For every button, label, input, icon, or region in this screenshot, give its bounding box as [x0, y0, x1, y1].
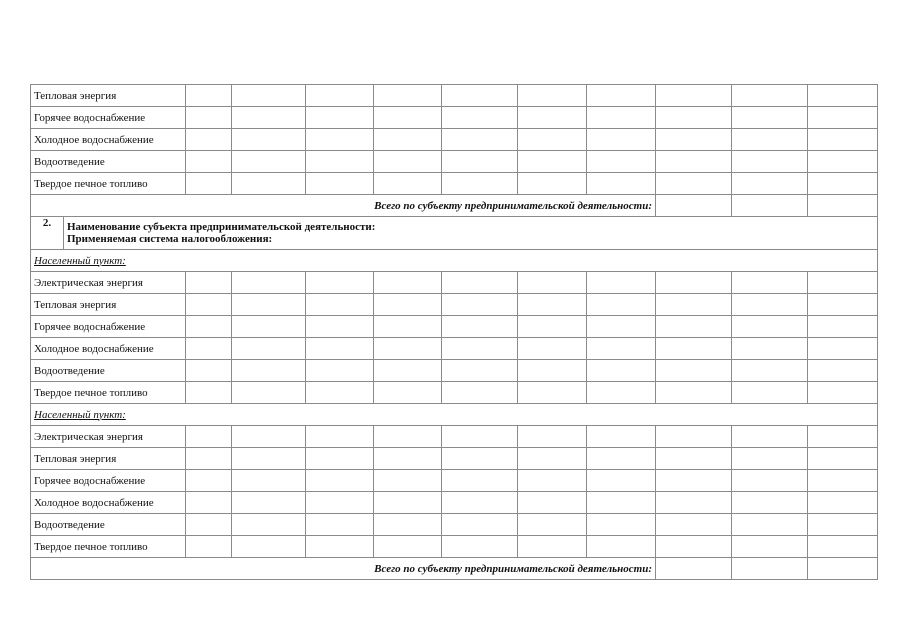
table-cell[interactable]	[732, 448, 808, 470]
table-cell[interactable]	[587, 470, 656, 492]
table-cell[interactable]	[442, 107, 518, 129]
table-cell[interactable]	[518, 470, 587, 492]
table-cell[interactable]	[656, 173, 732, 195]
table-cell[interactable]	[732, 360, 808, 382]
table-cell[interactable]	[442, 492, 518, 514]
row-label: Тепловая энергия	[31, 448, 186, 470]
table-cell[interactable]	[732, 382, 808, 404]
row-label: Твердое печное топливо	[31, 536, 186, 558]
table-cell[interactable]	[732, 107, 808, 129]
table-cell[interactable]	[518, 360, 587, 382]
table-cell[interactable]	[808, 129, 878, 151]
table-cell[interactable]	[656, 195, 732, 217]
table-cell[interactable]	[518, 107, 587, 129]
table-cell[interactable]	[306, 426, 374, 448]
table-row	[31, 470, 878, 492]
row-label: Твердое печное топливо	[31, 173, 186, 195]
table-cell[interactable]	[442, 173, 518, 195]
table-cell[interactable]	[374, 107, 442, 129]
table-cell[interactable]	[732, 129, 808, 151]
table-cell[interactable]	[374, 470, 442, 492]
table-cell[interactable]	[732, 316, 808, 338]
total-label: Всего по субъекту предпринимательской деятельности:	[31, 558, 656, 580]
row-label: Холодное водоснабжение	[31, 338, 186, 360]
table-cell[interactable]	[518, 514, 587, 536]
utilities-table	[30, 84, 878, 580]
tax-system-label: Применяемая система налогообложения:	[67, 233, 273, 245]
locality-label: Населенный пункт:	[31, 250, 878, 272]
table-cell[interactable]	[306, 316, 374, 338]
entity-number: 2.	[31, 217, 64, 250]
table-row	[31, 129, 878, 151]
table-cell[interactable]	[808, 272, 878, 294]
table-cell[interactable]	[442, 129, 518, 151]
table-cell[interactable]	[808, 107, 878, 129]
table-cell[interactable]	[186, 85, 232, 107]
table-cell[interactable]	[186, 173, 232, 195]
table-cell[interactable]	[656, 492, 732, 514]
total-row	[31, 558, 878, 580]
table-cell[interactable]	[732, 85, 808, 107]
table-cell[interactable]	[808, 173, 878, 195]
table-cell[interactable]	[306, 173, 374, 195]
table-cell[interactable]	[808, 470, 878, 492]
table-cell[interactable]	[306, 294, 374, 316]
table-cell[interactable]	[232, 129, 306, 151]
table-row	[31, 448, 878, 470]
table-cell[interactable]	[587, 536, 656, 558]
table-cell[interactable]	[374, 514, 442, 536]
table-cell[interactable]	[186, 294, 232, 316]
table-row	[31, 85, 878, 107]
table-cell[interactable]	[808, 558, 878, 580]
table-cell[interactable]	[732, 151, 808, 173]
locality-row	[31, 250, 878, 272]
table-cell[interactable]	[808, 338, 878, 360]
table-cell[interactable]	[306, 492, 374, 514]
table-cell[interactable]	[232, 536, 306, 558]
table-cell[interactable]	[186, 492, 232, 514]
table-cell[interactable]	[656, 426, 732, 448]
table-row	[31, 514, 878, 536]
table-cell[interactable]	[656, 470, 732, 492]
table-cell[interactable]	[732, 195, 808, 217]
table-cell[interactable]	[374, 492, 442, 514]
table-cell[interactable]	[656, 338, 732, 360]
table-cell[interactable]	[808, 151, 878, 173]
row-label: Водоотведение	[31, 514, 186, 536]
table-cell[interactable]	[374, 426, 442, 448]
table-cell[interactable]	[587, 173, 656, 195]
table-cell[interactable]	[587, 272, 656, 294]
table-cell[interactable]	[374, 294, 442, 316]
table-row	[31, 382, 878, 404]
table-row	[31, 536, 878, 558]
table-cell[interactable]	[587, 85, 656, 107]
table-cell[interactable]	[656, 129, 732, 151]
table-cell[interactable]	[186, 448, 232, 470]
table-cell[interactable]	[732, 272, 808, 294]
table-cell[interactable]	[656, 107, 732, 129]
table-cell[interactable]	[518, 316, 587, 338]
row-label: Горячее водоснабжение	[31, 107, 186, 129]
table-cell[interactable]	[232, 426, 306, 448]
table-cell[interactable]	[732, 514, 808, 536]
table-cell[interactable]	[374, 173, 442, 195]
table-cell[interactable]	[374, 151, 442, 173]
table-cell[interactable]	[232, 492, 306, 514]
table-cell[interactable]	[587, 294, 656, 316]
table-cell[interactable]	[442, 536, 518, 558]
table-cell[interactable]	[306, 272, 374, 294]
table-cell[interactable]	[732, 294, 808, 316]
table-cell[interactable]	[587, 316, 656, 338]
table-row	[31, 360, 878, 382]
table-cell[interactable]	[232, 338, 306, 360]
table-cell[interactable]	[442, 151, 518, 173]
table-cell[interactable]	[656, 382, 732, 404]
table-cell[interactable]	[186, 382, 232, 404]
table-cell[interactable]	[656, 151, 732, 173]
table-cell[interactable]	[518, 294, 587, 316]
table-cell[interactable]	[587, 448, 656, 470]
row-label: Тепловая энергия	[31, 85, 186, 107]
table-cell[interactable]	[518, 173, 587, 195]
table-cell[interactable]	[587, 129, 656, 151]
table-cell[interactable]	[232, 382, 306, 404]
table-cell[interactable]	[732, 426, 808, 448]
table-cell[interactable]	[442, 360, 518, 382]
row-label: Горячее водоснабжение	[31, 470, 186, 492]
row-label: Твердое печное топливо	[31, 382, 186, 404]
table-cell[interactable]	[186, 129, 232, 151]
table-row	[31, 173, 878, 195]
table-cell[interactable]	[306, 129, 374, 151]
table-row	[31, 272, 878, 294]
row-label: Водоотведение	[31, 151, 186, 173]
table-cell[interactable]	[808, 294, 878, 316]
table-cell[interactable]	[186, 272, 232, 294]
table-cell[interactable]	[808, 514, 878, 536]
table-cell[interactable]	[442, 85, 518, 107]
table-cell[interactable]	[656, 316, 732, 338]
table-cell[interactable]	[306, 151, 374, 173]
table-row	[31, 338, 878, 360]
table-cell[interactable]	[518, 448, 587, 470]
table-cell[interactable]	[186, 514, 232, 536]
table-cell[interactable]	[374, 316, 442, 338]
table-cell[interactable]	[306, 85, 374, 107]
table-cell[interactable]	[232, 85, 306, 107]
table-cell[interactable]	[808, 492, 878, 514]
table-cell[interactable]	[186, 316, 232, 338]
table-cell[interactable]	[442, 338, 518, 360]
table-cell[interactable]	[587, 107, 656, 129]
locality-label: Населенный пункт:	[31, 404, 878, 426]
table-cell[interactable]	[808, 382, 878, 404]
table-cell[interactable]	[587, 514, 656, 536]
table-cell[interactable]	[587, 492, 656, 514]
table-cell[interactable]	[656, 514, 732, 536]
table-cell[interactable]	[374, 536, 442, 558]
entity-header	[64, 217, 878, 250]
table-cell[interactable]	[656, 558, 732, 580]
table-cell[interactable]	[518, 426, 587, 448]
row-label: Электрическая энергия	[31, 426, 186, 448]
row-label: Холодное водоснабжение	[31, 129, 186, 151]
table-cell[interactable]	[306, 448, 374, 470]
table-cell[interactable]	[518, 85, 587, 107]
table-cell[interactable]	[518, 151, 587, 173]
locality-row	[31, 404, 878, 426]
table-cell[interactable]	[442, 470, 518, 492]
table-cell[interactable]	[306, 382, 374, 404]
table-cell[interactable]	[442, 448, 518, 470]
table-cell[interactable]	[186, 338, 232, 360]
table-cell[interactable]	[518, 272, 587, 294]
table-cell[interactable]	[587, 382, 656, 404]
table-cell[interactable]	[587, 426, 656, 448]
table-cell[interactable]	[306, 338, 374, 360]
table-cell[interactable]	[808, 426, 878, 448]
table-cell[interactable]	[442, 514, 518, 536]
entity-header-row	[31, 217, 878, 250]
row-label: Электрическая энергия	[31, 272, 186, 294]
table-cell[interactable]	[808, 195, 878, 217]
row-label: Горячее водоснабжение	[31, 316, 186, 338]
table-cell[interactable]	[442, 426, 518, 448]
table-cell[interactable]	[232, 107, 306, 129]
row-label: Холодное водоснабжение	[31, 492, 186, 514]
table-cell[interactable]	[186, 360, 232, 382]
table-cell[interactable]	[374, 129, 442, 151]
table-cell[interactable]	[518, 338, 587, 360]
table-row	[31, 151, 878, 173]
table-cell[interactable]	[374, 360, 442, 382]
table-cell[interactable]	[232, 173, 306, 195]
table-row	[31, 107, 878, 129]
table-cell[interactable]	[808, 360, 878, 382]
table-cell[interactable]	[306, 360, 374, 382]
entity-name-label: Наименование субъекта предпринимательской деятельности:	[67, 221, 376, 233]
table-cell[interactable]	[656, 536, 732, 558]
table-cell[interactable]	[656, 360, 732, 382]
table-row	[31, 492, 878, 514]
table-cell[interactable]	[186, 151, 232, 173]
table-cell[interactable]	[306, 536, 374, 558]
table-cell[interactable]	[732, 492, 808, 514]
table-cell[interactable]	[374, 382, 442, 404]
table-cell[interactable]	[232, 151, 306, 173]
table-cell[interactable]	[186, 426, 232, 448]
table-cell[interactable]	[232, 272, 306, 294]
table-cell[interactable]	[656, 85, 732, 107]
table-cell[interactable]	[808, 316, 878, 338]
row-label: Водоотведение	[31, 360, 186, 382]
table-cell[interactable]	[374, 338, 442, 360]
table-cell[interactable]	[374, 272, 442, 294]
table-cell[interactable]	[232, 448, 306, 470]
table-cell[interactable]	[656, 272, 732, 294]
table-cell[interactable]	[186, 536, 232, 558]
table-cell[interactable]	[442, 382, 518, 404]
table-cell[interactable]	[808, 85, 878, 107]
table-cell[interactable]	[656, 448, 732, 470]
table-cell[interactable]	[808, 448, 878, 470]
table-cell[interactable]	[587, 151, 656, 173]
total-row	[31, 195, 878, 217]
table-cell[interactable]	[732, 470, 808, 492]
table-cell[interactable]	[186, 470, 232, 492]
table-cell[interactable]	[232, 360, 306, 382]
table-cell[interactable]	[306, 514, 374, 536]
table-cell[interactable]	[518, 536, 587, 558]
table-cell[interactable]	[732, 338, 808, 360]
table-cell[interactable]	[306, 470, 374, 492]
table-cell[interactable]	[518, 129, 587, 151]
table-cell[interactable]	[374, 448, 442, 470]
table-cell[interactable]	[232, 470, 306, 492]
table-cell[interactable]	[232, 294, 306, 316]
table-cell[interactable]	[808, 536, 878, 558]
table-body	[31, 85, 878, 580]
table-row	[31, 316, 878, 338]
table-cell[interactable]	[442, 272, 518, 294]
table-cell[interactable]	[518, 382, 587, 404]
table-cell[interactable]	[442, 316, 518, 338]
table-cell[interactable]	[374, 85, 442, 107]
table-cell[interactable]	[732, 173, 808, 195]
table-cell[interactable]	[232, 514, 306, 536]
table-cell[interactable]	[518, 492, 587, 514]
table-cell[interactable]	[587, 360, 656, 382]
total-label: Всего по субъекту предпринимательской деятельности:	[31, 195, 656, 217]
table-row	[31, 294, 878, 316]
row-label: Тепловая энергия	[31, 294, 186, 316]
table-cell[interactable]	[306, 107, 374, 129]
table-cell[interactable]	[232, 316, 306, 338]
table-cell[interactable]	[732, 558, 808, 580]
table-cell[interactable]	[732, 536, 808, 558]
table-row	[31, 426, 878, 448]
table-cell[interactable]	[656, 294, 732, 316]
table-cell[interactable]	[186, 107, 232, 129]
table-cell[interactable]	[442, 294, 518, 316]
table-cell[interactable]	[587, 338, 656, 360]
